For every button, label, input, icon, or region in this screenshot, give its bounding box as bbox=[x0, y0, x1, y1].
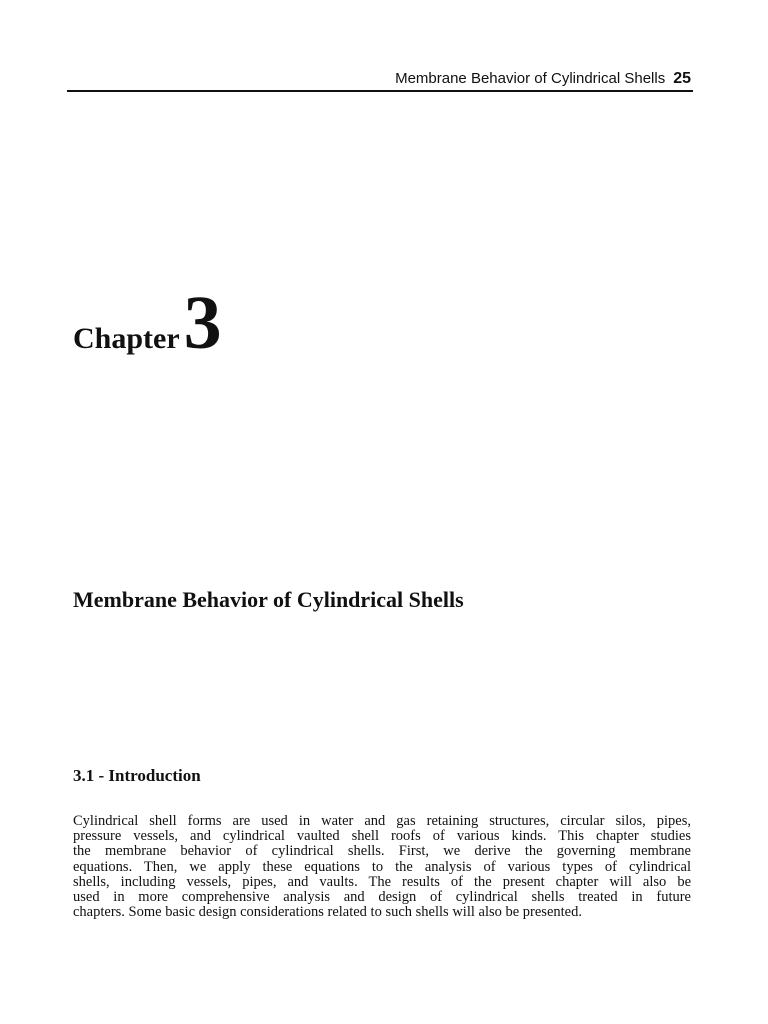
running-header bbox=[67, 68, 693, 92]
section-heading: 3.1 - Introduction bbox=[73, 766, 201, 785]
chapter-word: Chapter bbox=[73, 322, 180, 355]
introduction-paragraph bbox=[73, 814, 691, 920]
paragraph-line: pressure vessels, and cylindrical vaulted shell roofs of various kinds. This chapter studies bbox=[73, 828, 691, 845]
paragraph-line: equations. Then, we apply these equations to the analysis of various types of cylindrical bbox=[73, 858, 691, 875]
paragraph-line: chapters. Some basic design considerations related to such shells will also be presented. bbox=[73, 904, 582, 921]
paragraph-line: Cylindrical shell forms are used in water and gas retaining structures, circular silos, pipes, bbox=[73, 813, 691, 829]
chapter-title: Membrane Behavior of Cylindrical Shells bbox=[73, 587, 464, 612]
paragraph-line: the membrane behavior of cylindrical shells. First, we derive the governing membrane bbox=[73, 843, 691, 860]
running-header-title: Membrane Behavior of Cylindrical Shells bbox=[395, 70, 666, 87]
paragraph-line: used in more comprehensive analysis and design of cylindrical shells treated in future bbox=[73, 889, 691, 906]
chapter-label bbox=[73, 280, 222, 365]
page-number: 25 bbox=[673, 70, 691, 87]
chapter-number: 3 bbox=[183, 281, 222, 365]
paragraph-line: shells, including vessels, pipes, and vaults. The results of the present chapter will also be bbox=[73, 873, 691, 890]
